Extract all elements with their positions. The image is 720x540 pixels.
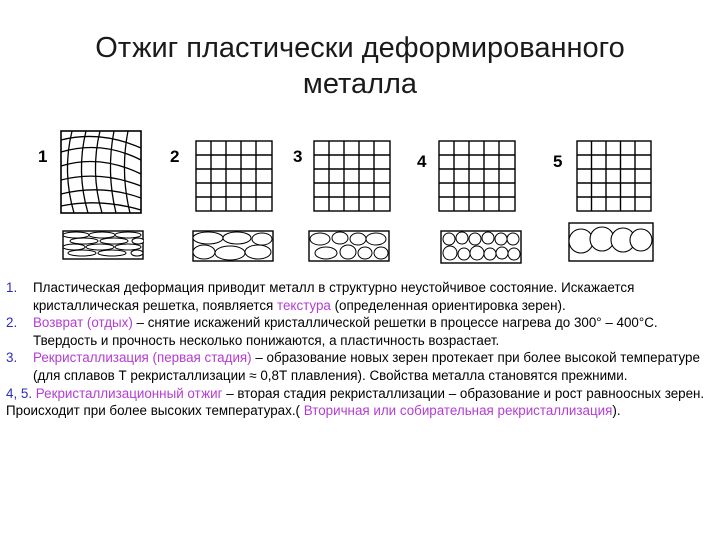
recrystallized-grains-structure (308, 230, 390, 262)
slide-title (0, 30, 720, 102)
note-text-2 (33, 314, 716, 349)
note-2-term: Возврат (отдых) (33, 315, 133, 331)
note-text-4 (6, 385, 716, 420)
note-4-text-b: ). (612, 403, 621, 419)
note-1-term: текстура (277, 297, 331, 313)
lattice-grid-4 (438, 140, 516, 212)
note-item-2 (6, 314, 716, 349)
note-4-text-a: – вторая стадия рекристаллизации – образование и рост равноосных зерен. Происходит при более высоких температурах.( (6, 385, 705, 419)
note-text-1 (33, 279, 716, 314)
stage-label-1: 1 (38, 147, 48, 166)
note-text-3 (33, 349, 716, 384)
note-3-term: Рекристаллизация (первая стадия) (33, 350, 252, 366)
equiaxed-grains-structure (440, 230, 522, 264)
lattice-grid-5 (576, 140, 652, 212)
note-1-text-b: (определенная ориентировка зерен). (330, 297, 566, 313)
note-item-4 (6, 385, 716, 420)
note-4-term: Рекристаллизационный отжиг (35, 385, 223, 401)
note-1-text-a: Пластическая деформация приводит металл в структурно неустойчивое состояние. Искажается кристаллическая решетка, появляется (33, 280, 635, 313)
lattice-grid-3 (313, 140, 391, 212)
note-2-text: – снятие искажений кристаллической решетки в процессе нагрева до 300° – 400°С. Твердость и прочность несколько понижаются, а пластичность возрастает. (33, 315, 658, 348)
note-item-3 (6, 349, 716, 384)
note-item-1 (6, 279, 716, 314)
stage-label-3: 3 (293, 147, 303, 166)
note-3-text: – образование новых зерен протекает при более высокой температуре (для сплавов Т рекристаллизации ≈ 0,8Т плавления). Свойства металла становятся прежними. (33, 350, 700, 383)
note-4-label: 4, 5. (6, 385, 33, 401)
note-label-3: 3. (6, 350, 18, 366)
stage-label-5: 5 (553, 152, 563, 171)
notes-list (6, 279, 716, 420)
stage-label-4: 4 (417, 152, 427, 171)
lattice-grid-2 (195, 140, 273, 212)
coarse-grains-structure (568, 222, 654, 262)
deformed-lattice-diagram (60, 130, 142, 214)
note-label-2: 2. (6, 315, 18, 331)
stage-label-2: 2 (170, 147, 180, 166)
title-line-2: металла (302, 68, 418, 100)
title-line-1: Отжиг пластически деформированного (95, 32, 625, 64)
note-4-term-2: Вторичная или собирательная рекристаллизация (303, 403, 613, 419)
note-label-1: 1. (6, 280, 18, 295)
recovered-grains-structure (192, 230, 274, 262)
elongated-grains-structure (62, 230, 144, 260)
